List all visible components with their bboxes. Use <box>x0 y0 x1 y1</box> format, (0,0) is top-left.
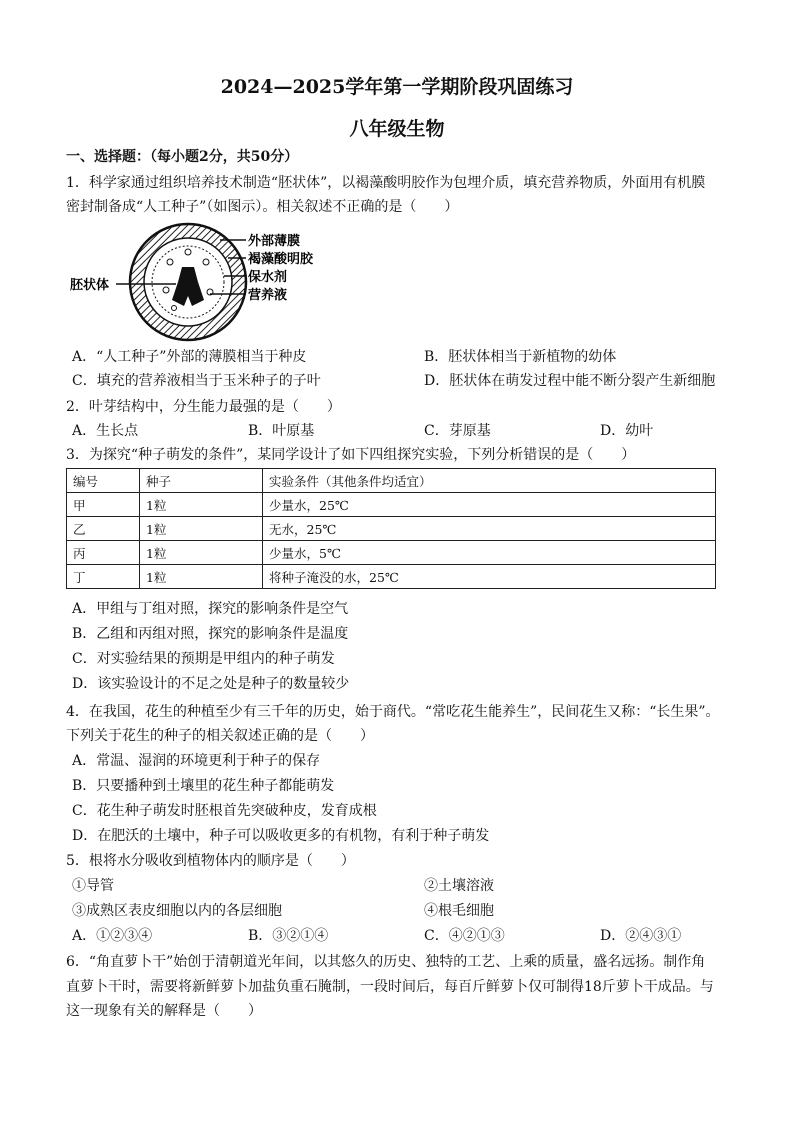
artificial-seed-diagram <box>70 222 350 342</box>
table-cell: 1粒 <box>140 565 263 589</box>
q3-option-b: B．乙组和丙组对照，探究的影响条件是温度 <box>72 626 349 642</box>
q4-stem-line2: 下列关于花生的种子的相关叙述正确的是（ ） <box>66 728 374 744</box>
q3-option-a: A．甲组与丁组对照，探究的影响条件是空气 <box>72 601 349 617</box>
table-row <box>67 517 716 541</box>
q4-stem-line1: 4．在我国，花生的种植至少有三千年的历史，始于商代。“常吃花生能养生”，民间花生又称：“长生果”。 <box>66 704 720 720</box>
table-cell: 1粒 <box>140 541 263 565</box>
label-gel: 褐藻酸明胶 <box>248 252 314 267</box>
table-cell: 丙 <box>67 541 140 565</box>
q3-option-d: D．该实验设计的不足之处是种子的数量较少 <box>72 676 350 692</box>
q6-stem-line3: 这一现象有关的解释是（ ） <box>66 1003 262 1019</box>
table-cell: 将种子淹没的水，25℃ <box>263 565 716 589</box>
experiment-table <box>66 468 716 589</box>
table-cell: 乙 <box>67 517 140 541</box>
q1-stem-line2: 密封制备成“人工种子”（如图示）。相关叙述不正确的是（ ） <box>66 199 459 215</box>
q4-option-c: C．花生种子萌发时胚根首先突破种皮，发育成根 <box>72 803 377 819</box>
q5-option-b: B．③②①④ <box>248 928 329 944</box>
table-row <box>67 493 716 517</box>
table-cell: 丁 <box>67 565 140 589</box>
q5-option-d: D．②④③① <box>600 928 682 944</box>
q1-option-c: C．填充的营养液相当于玉米种子的子叶 <box>72 373 321 389</box>
table-header-cell: 种子 <box>140 469 263 493</box>
label-nutrient: 营养液 <box>248 288 288 303</box>
q6-stem-line2: 直萝卜干时，需要将新鲜萝卜加盐负重石腌制，一段时间后，每百斤鲜萝卜仅可制得18斤萝卜干成品。与 <box>66 979 714 995</box>
q6-stem-line1: 6．“角直萝卜干”始创于清朝道光年间，以其悠久的历史、独特的工艺、上乘的质量，盛名远扬。制作角 <box>66 954 706 970</box>
q5-option-a: A．①②③④ <box>72 928 153 944</box>
q5-item-3: ③成熟区表皮细胞以内的各层细胞 <box>72 903 282 919</box>
section-heading: 一、选择题：（每小题2分，共50分） <box>66 149 299 165</box>
table-cell: 1粒 <box>140 517 263 541</box>
q2-stem: 2．叶芽结构中，分生能力最强的是（ ） <box>66 399 341 415</box>
q5-item-1: ①导管 <box>72 878 114 894</box>
table-cell: 甲 <box>67 493 140 517</box>
q5-option-c: C．④②①③ <box>424 928 505 944</box>
q2-option-d: D．幼叶 <box>600 423 654 439</box>
table-row <box>67 541 716 565</box>
q2-option-c: C．芽原基 <box>424 423 491 439</box>
q5-stem: 5．根将水分吸收到植物体内的顺序是（ ） <box>66 853 355 869</box>
table-cell: 少量水，5℃ <box>263 541 716 565</box>
table-cell: 少量水，25℃ <box>263 493 716 517</box>
q1-option-b: B．胚状体相当于新植物的幼体 <box>424 349 617 365</box>
q4-option-b: B．只要播种到土壤里的花生种子都能萌发 <box>72 778 335 794</box>
exam-subtitle: 八年级生物 <box>349 118 445 140</box>
table-header-cell: 编号 <box>67 469 140 493</box>
q2-option-b: B．叶原基 <box>248 423 315 439</box>
table-header-cell: 实验条件（其他条件均适宜） <box>263 469 716 493</box>
q1-option-d: D．胚状体在萌发过程中能不断分裂产生新细胞 <box>424 373 716 389</box>
q4-option-a: A．常温、湿润的环境更利于种子的保存 <box>72 753 321 769</box>
table-cell: 无水，25℃ <box>263 517 716 541</box>
q5-item-2: ②土壤溶液 <box>424 878 494 894</box>
label-water-retainer: 保水剂 <box>248 270 288 285</box>
q4-option-d: D．在肥沃的土壤中，种子可以吸收更多的有机物，有利于种子萌发 <box>72 828 490 844</box>
q3-stem: 3．为探究“种子萌发的条件”，某同学设计了如下四组探究实验，下列分析错误的是（ ） <box>66 447 636 463</box>
q3-option-c: C．对实验结果的预期是甲组内的种子萌发 <box>72 651 335 667</box>
q1-stem-line1: 1．科学家通过组织培养技术制造“胚状体”，以褐藻酸明胶作为包埋介质，填充营养物质，外面用有机膜 <box>66 175 706 191</box>
artificial-seed-figure <box>70 222 350 342</box>
q5-item-4: ④根毛细胞 <box>424 903 494 919</box>
label-outer-membrane: 外部薄膜 <box>248 234 301 249</box>
q2-option-a: A．生长点 <box>72 423 139 439</box>
exam-title: 2024—2025学年第一学期阶段巩固练习 <box>220 76 574 98</box>
q1-option-a: A．“人工种子”外部的薄膜相当于种皮 <box>72 349 307 365</box>
table-cell: 1粒 <box>140 493 263 517</box>
label-embryo: 胚状体 <box>70 278 110 293</box>
table-row <box>67 565 716 589</box>
table-header-row <box>67 469 716 493</box>
